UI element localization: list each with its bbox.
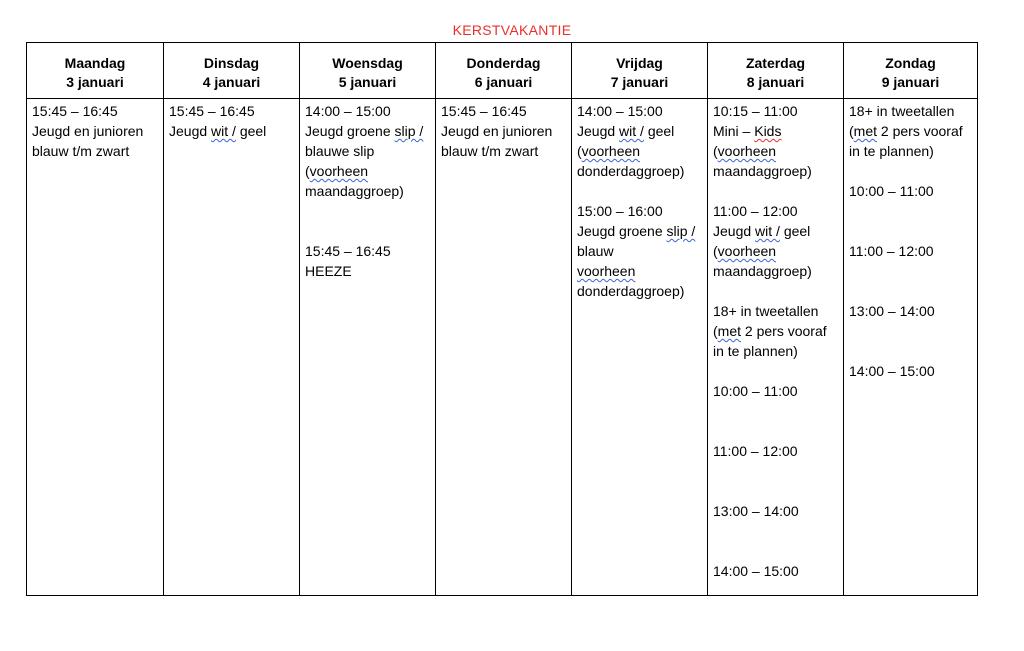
session-time: 11:00 – 12:00 <box>713 203 798 219</box>
slot-time: 14:00 – 15:00 <box>849 363 935 379</box>
text-part: Jeugd groene <box>577 223 667 239</box>
spellcheck-word: wit / <box>211 123 236 139</box>
text-part: ( <box>713 243 718 259</box>
time-slot <box>713 441 843 461</box>
text-part: geel <box>235 123 267 139</box>
page-title: KERSTVAKANTIE <box>452 22 572 38</box>
spellcheck-word: wit / <box>619 123 644 139</box>
day-name: Vrijdag <box>616 55 663 71</box>
day-name: Zondag <box>885 55 936 71</box>
column-body <box>844 99 977 381</box>
session-text: maandaggroep) <box>713 263 812 279</box>
time-slot <box>849 301 977 321</box>
session-text <box>713 221 843 241</box>
spellcheck-word: met <box>717 323 742 339</box>
session-block <box>32 101 163 161</box>
day-name: Zaterdag <box>745 55 806 71</box>
day-date: 8 januari <box>746 74 805 90</box>
session-time: 15:45 – 16:45 <box>169 103 255 119</box>
session-text: voorheen <box>577 263 636 279</box>
session-text: HEEZE <box>305 263 352 279</box>
column-body <box>300 99 435 281</box>
column-body <box>164 99 299 141</box>
time-slot <box>713 381 843 401</box>
day-date: 7 januari <box>610 74 669 90</box>
time-slot <box>849 361 977 381</box>
day-name: Donderdag <box>466 55 541 71</box>
text-part: geel <box>643 123 675 139</box>
text-part: ( <box>305 163 310 179</box>
session-block <box>441 101 571 161</box>
spellcheck-word: slip / <box>666 223 696 239</box>
session-block <box>713 101 843 181</box>
text-part: Jeugd <box>713 223 756 239</box>
session-text <box>849 121 977 141</box>
text-part: Jeugd <box>577 123 620 139</box>
time-slot <box>713 501 843 521</box>
day-name: Dinsdag <box>203 55 260 71</box>
day-date: 3 januari <box>66 74 124 90</box>
text-part: 2 pers vooraf <box>741 323 827 339</box>
column-body <box>572 99 707 301</box>
slot-time: 13:00 – 14:00 <box>713 503 799 519</box>
day-date: 5 januari <box>338 74 397 90</box>
session-text <box>577 221 707 241</box>
session-time: 15:45 – 16:45 <box>441 103 527 119</box>
text-part: Jeugd groene <box>305 123 395 139</box>
slot-time: 11:00 – 12:00 <box>849 243 934 259</box>
text-part: 2 pers vooraf <box>877 123 963 139</box>
session-time: 15:45 – 16:45 <box>32 103 118 119</box>
session-text: 18+ in tweetallen <box>713 303 819 319</box>
text-part: ( <box>713 143 718 159</box>
session-text <box>713 141 843 161</box>
column-body <box>27 99 163 161</box>
session-text: in te plannen) <box>849 143 934 159</box>
column-body <box>436 99 571 161</box>
session-text: donderdaggroep) <box>577 163 685 179</box>
time-slot <box>849 181 977 201</box>
spellcheck-word: wit / <box>755 223 780 239</box>
session-text <box>577 141 707 161</box>
slot-time: 11:00 – 12:00 <box>713 443 798 459</box>
text-part: Jeugd <box>169 123 212 139</box>
column-zaterdag <box>707 43 843 595</box>
text-part: ( <box>849 123 854 139</box>
column-donderdag <box>435 43 571 595</box>
spellcheck-word: voorheen <box>717 143 777 159</box>
session-block <box>305 101 435 201</box>
session-text <box>713 321 843 341</box>
session-block <box>713 301 843 361</box>
text-part: Mini – <box>713 123 755 139</box>
session-text: blauw <box>577 243 614 259</box>
slot-time: 13:00 – 14:00 <box>849 303 935 319</box>
session-text <box>169 121 299 141</box>
session-text: maandaggroep) <box>713 163 812 179</box>
column-vrijdag <box>571 43 707 595</box>
slot-time: 14:00 – 15:00 <box>713 563 799 579</box>
column-header <box>436 43 571 99</box>
session-block <box>713 201 843 281</box>
day-date: 6 januari <box>474 74 533 90</box>
spellcheck-word: voorheen <box>581 143 641 159</box>
text-part: ( <box>577 143 582 159</box>
session-text <box>305 161 435 181</box>
column-header <box>708 43 843 99</box>
session-text: blauw t/m zwart <box>441 143 539 159</box>
schedule-table <box>26 42 978 596</box>
column-body <box>708 99 843 581</box>
slot-time: 10:00 – 11:00 <box>849 183 934 199</box>
session-text: 18+ in tweetallen <box>849 103 955 119</box>
session-text: Jeugd en junioren <box>441 123 553 139</box>
day-date: 9 januari <box>881 74 940 90</box>
day-date: 4 januari <box>202 74 261 90</box>
column-zondag <box>843 43 977 595</box>
column-maandag <box>27 43 163 595</box>
spellcheck-word: Kids <box>754 123 782 139</box>
session-text: blauwe slip <box>305 143 375 159</box>
session-time: 15:45 – 16:45 <box>305 243 391 259</box>
session-block <box>305 241 435 281</box>
text-part: geel <box>779 223 811 239</box>
session-text <box>713 121 843 141</box>
session-block <box>849 101 977 161</box>
session-time: 10:15 – 11:00 <box>713 103 798 119</box>
column-header <box>164 43 299 99</box>
session-time: 15:00 – 16:00 <box>577 203 663 219</box>
spellcheck-word: met <box>853 123 878 139</box>
session-time: 14:00 – 15:00 <box>577 103 663 119</box>
spellcheck-word: voorheen <box>309 163 369 179</box>
session-block <box>577 101 707 181</box>
session-text: in te plannen) <box>713 343 798 359</box>
time-slot <box>849 241 977 261</box>
column-header <box>572 43 707 99</box>
time-slot <box>713 561 843 581</box>
column-header <box>844 43 977 99</box>
column-header <box>27 43 163 99</box>
spellcheck-word: slip / <box>394 123 424 139</box>
session-text <box>305 121 435 141</box>
session-text: blauw t/m zwart <box>32 143 130 159</box>
session-text <box>577 121 707 141</box>
session-block <box>577 201 707 301</box>
session-text: donderdaggroep) <box>577 283 685 299</box>
column-dinsdag <box>163 43 299 595</box>
slot-time: 10:00 – 11:00 <box>713 383 798 399</box>
text-part: ( <box>713 323 718 339</box>
day-name: Maandag <box>64 55 126 71</box>
column-woensdag <box>299 43 435 595</box>
session-text: Jeugd en junioren <box>32 123 144 139</box>
session-text <box>713 241 843 261</box>
day-name: Woensdag <box>332 55 403 71</box>
session-text: maandaggroep) <box>305 183 404 199</box>
column-header <box>300 43 435 99</box>
spellcheck-word: voorheen <box>717 243 777 259</box>
session-time: 14:00 – 15:00 <box>305 103 391 119</box>
session-block <box>169 101 299 141</box>
